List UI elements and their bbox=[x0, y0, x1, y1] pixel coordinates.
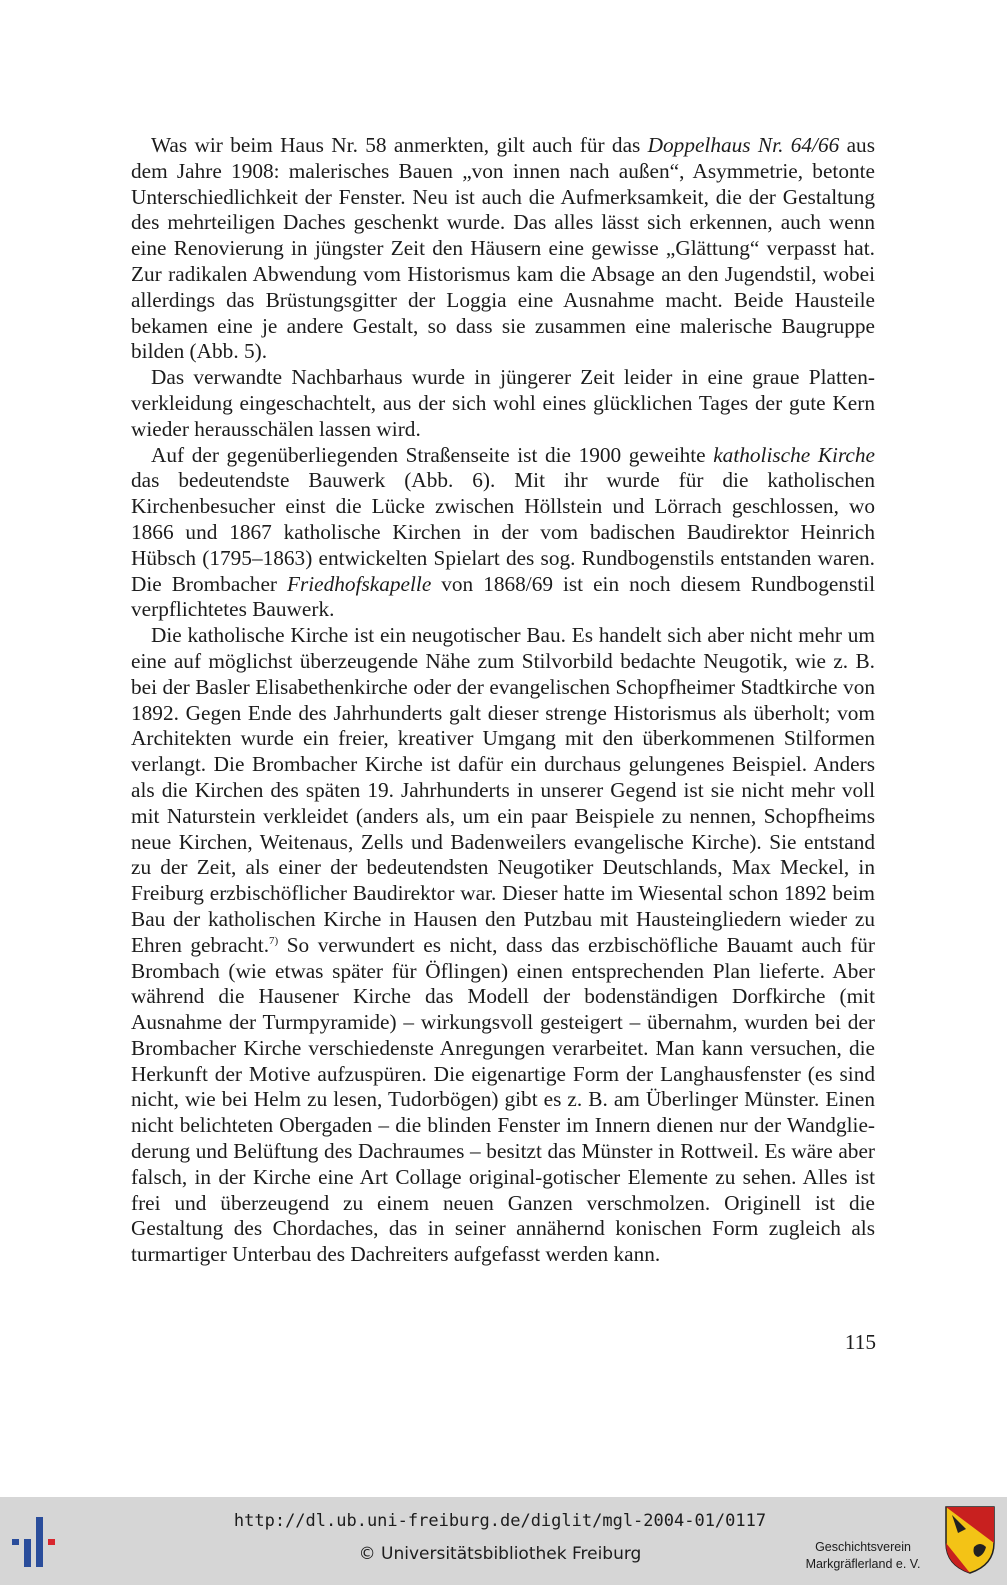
paragraph bbox=[131, 133, 875, 365]
text-run: aus dem Jahre 1908: malerisches Bauen „von innen nach außen“, Asymmetrie, betonte Unterschiedlichkeit der Fenster. Neu ist auch die Aufmerksamkeit, die der Gestaltung des mehrteiligen Daches geschenkt wurde. Das alles lässt sich erkennen, auch wenn eine Renovierung in jüngster Zeit den Häusern eine gewisse „Glättung“ verpasst hat. Zur radikalen Abwendung vom Historismus kam die Absage an den Jugendstil, wobei allerdings das Brüstungsgitter der Loggia eine Ausnahme macht. Beide Hausteile bekamen eine je andere Gestalt, so dass sie zusammen eine malerische Baugruppe bilden (Abb. 5). bbox=[131, 133, 875, 364]
digital-library-logo-icon bbox=[10, 1517, 62, 1567]
page-number: 115 bbox=[844, 1330, 876, 1354]
text-run: So verwundert es nicht, dass das erzbischöfliche Bauamt auch für Brombach (wie etwas später für Öflingen) einen entsprechenden Plan lieferte. Aber während die Hausener Kirche das Modell der bodenständigen Dorfkirche (mit Ausnahme der Turmpyramide) – wirkungsvoll gesteigert – übernahm, wurden bei der Brombacher Kirche verschiedenste Anregungen verarbeitet. Man kann versuchen, die Herkunft der Motive aufzuspüren. Die eigenartige Form der Langhausfenster (es sind nicht, wie bei Helm zu lesen, Tudorbögen) gibt es z. B. am Überlinger Münster. Einen nicht belichteten Obergaden – die blinden Fenster im Innern dienen nur der Wandgliederung und Belüftung des Dachraumes – besitzt das Münster in Rottweil. Es wäre aber falsch, in der Kirche eine Art Collage original-gotischer Elemente zu sehen. Alles ist frei und überzeugend zu einem neuen Ganzen verschmolzen. Originell ist die Gestaltung des Chordaches, das in seiner annähernd konischen Form zugleich als turmartiger Unterbau des Dachreiters aufgefasst werden kann. bbox=[131, 932, 875, 1267]
text-run: Die katholische Kirche ist ein neugotischer Bau. Es handelt sich aber nicht mehr um eine auf möglichst überzeugende Nähe zum Stilvorbild bedachte Neugotik, wie z. B. bei der Basler Elisabethenkirche oder der evangelischen Schopfheimer Stadtkirche von 1892. Gegen Ende des Jahrhunderts galt dieser strenge Historismus als überholt; vom Architekten wurde ein freier, kreativer Umgang mit den überkommenen Stilformen verlangt. Die Brombacher Kirche ist dafür ein durchaus gelungenes Beispiel. Anders als die Kirchen des späten 19. Jahrhunderts in unserer Gegend ist sie nicht mehr voll mit Naturstein verkleidet (anders als, um ein paar Beispiele zu nennen, Schopfheims neue Kirchen, Weitenaus, Zells und Badenweilers evangelische Kirche). Sie entstand zu der Zeit, als einer der bedeutendsten Neugotiker Deutschlands, Max Meckel, in Freiburg erzbischöflicher Baudirektor war. Dieser hatte im Wiesental schon 1892 beim Bau der katholischen Kirche in Hausen den Putzbau mit Hausteingliedern wieder zu Ehren gebracht. bbox=[131, 623, 875, 957]
italic-term: katholische Kirche bbox=[713, 442, 875, 467]
footer-url-link[interactable]: http://dl.ub.uni-freiburg.de/diglit/mgl-2004-01/0117 bbox=[233, 1511, 767, 1531]
footer-bar bbox=[0, 1497, 1007, 1585]
text-run: Was wir beim Haus Nr. 58 anmerkten, gilt auch für das bbox=[151, 133, 648, 157]
society-crest-icon bbox=[944, 1505, 996, 1575]
paragraph bbox=[131, 623, 875, 1268]
society-name-line2: Markgräflerland e. V. bbox=[805, 1557, 921, 1571]
italic-term: Doppelhaus Nr. 64/66 bbox=[647, 133, 840, 157]
text-run: Das verwandte Nachbarhaus wurde in jüngerer Zeit leider in eine graue Plattenverkleidung eingeschachtelt, aus der sich wohl eines glücklichen Tages der gute Kern wieder herausschälen lassen wird. bbox=[131, 365, 875, 441]
page-body-text bbox=[131, 133, 875, 1268]
italic-term: Friedhofskapelle bbox=[286, 571, 432, 596]
footer-copyright: © Universitätsbibliothek Freiburg bbox=[358, 1544, 642, 1564]
paragraph bbox=[131, 443, 875, 624]
society-name bbox=[788, 1539, 938, 1573]
text-run: das bedeutendste Bauwerk (Abb. 6). Mit ihr wurde für die katholischen Kirchenbesucher einst die Lücke zwischen Höllstein und Lörrach geschlossen, wo 1866 und 1867 katholische Kirchen in der vom badischen Baudirektor Heinrich Hübsch (1795–1863) entwickelten Spielart des sog. Rundbogenstils entstanden waren. Die Brombacher bbox=[131, 468, 875, 596]
text-run: Auf der gegenüberliegenden Straßenseite ist die 1900 geweihte bbox=[151, 442, 714, 467]
society-name-line1: Geschichtsverein bbox=[815, 1540, 911, 1554]
paragraph bbox=[131, 365, 875, 442]
footnote-marker: 7) bbox=[269, 934, 279, 947]
text-run: von 1868/69 ist ein noch diesem Rundbogenstil verpflichtetes Bauwerk. bbox=[131, 571, 875, 622]
